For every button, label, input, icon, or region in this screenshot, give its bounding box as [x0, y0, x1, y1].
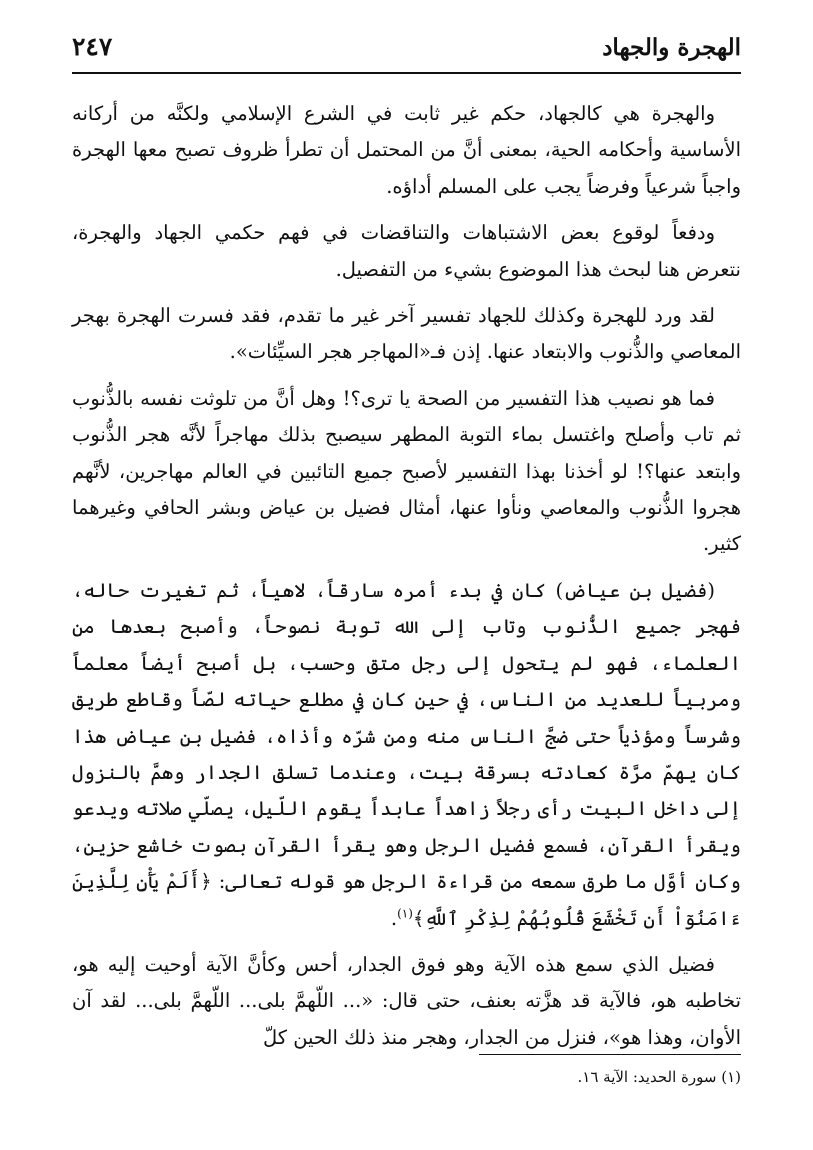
paragraph-with-verse: [72, 573, 741, 937]
paragraph: والهجرة هي كالجهاد، حكم غير ثابت في الشرع الإسلامي ولكنَّه من أركانه الأساسية وأحكامه الحية، بمعنى أنَّ من المحتمل أن تطرأ ظروف تصبح معها الهجرة واجباً شرعياً وفرضاً يجب على المسلم أداؤه.: [72, 102, 741, 198]
page-number: ٢٤٧: [72, 32, 113, 61]
body-text: [72, 96, 741, 1066]
chapter-title: الهجرة والجهاد: [602, 34, 741, 61]
footnote-rule: [479, 1054, 741, 1055]
paragraph-end: .: [390, 906, 398, 930]
paragraph: لقد ورد للهجرة وكذلك للجهاد تفسير آخر غير ما تقدم، فقد فسرت الهجرة بهجر المعاصي والذُّنوب والابتعاد عنها. إذن فـ«المهاجر هجر السيِّئات».: [72, 304, 741, 364]
header-rule: [72, 72, 741, 74]
footnote: (١) سورة الحديد: الآية ١٦.: [577, 1068, 741, 1086]
paragraph-text: (فضيل بن عياض) كان في بدء أمره سارقاً، لاهياً، ثم تغيرت حاله، فهجر جميع الذُّنوب وتاب إلى الله توبة نصوحاً، وأصبح بعدها من العلماء، فهو لم يتحول إلى رجل متق وحسب، بل أصبح أيضاً معلماً ومربياً للعديد من الناس، في حين كان في مطلع حياته لصّاً وقاطع طريق وشرساً ومؤذياً حتى ضجَّ الناس منه ومن شرّه وأذاه، فضيل بن عياض هذا كان يهمّ مرَّة كعادته بسرقة بيت، وعندما تسلق الجدار وهمَّ بالنزول إلى داخل البيت رأى رجلاً زاهداً عابداً يقوم اللّيل، يصلّي صلاته ويدعو ويقرأ القرآن، فسمع فضيل الرجل وهو يقرأ القرآن بصوت خاشع حزين، وكان أوَّل ما طرق سمعه من قراءة الرجل هو قوله تعالى: ﴿أَلَمْ يَأْنِ لِلَّذِينَ ءَامَنُوٓاْ أَن تَخْشَعَ قُلُوبُهُمْ لِذِكْرِ ٱللَّهِ﴾: [72, 578, 741, 930]
paragraph: ودفعاً لوقوع بعض الاشتباهات والتناقضات في فهم حكمي الجهاد والهجرة، نتعرض هنا لبحث هذا الموضوع بشيء من التفصيل.: [72, 221, 741, 281]
paragraph: فما هو نصيب هذا التفسير من الصحة يا ترى؟! وهل أنَّ من تلوثت نفسه بالذُّنوب ثم تاب وأصلح واغتسل بماء التوبة المطهر سيصبح بذلك مهاجراً لأنَّه هجر الذُّنوب وابتعد عنها؟! لو أخذنا بهذا التفسير لأصبح جميع التائبين في العالم مهاجرين، لأنَّهم هجروا الذُّنوب والمعاصي ونأوا عنها، أمثال فضيل بن عياض وبشر الحافي وغيرهما كثير.: [72, 386, 741, 556]
footnote-marker: (١): [397, 906, 413, 921]
paragraph: فضيل الذي سمع هذه الآية وهو فوق الجدار، أحس وكأنَّ الآية أوحيت إليه هو، تخاطبه هو، فالآية قد هزَّته بعنف، حتى قال: «... اللّهمَّ بلى... اللّهمَّ بلى... لقد آن الأوان، وهذا هو»، فنزل من الجدار، وهجر منذ ذلك الحين كلّ: [72, 952, 741, 1049]
page-header: [72, 26, 741, 66]
